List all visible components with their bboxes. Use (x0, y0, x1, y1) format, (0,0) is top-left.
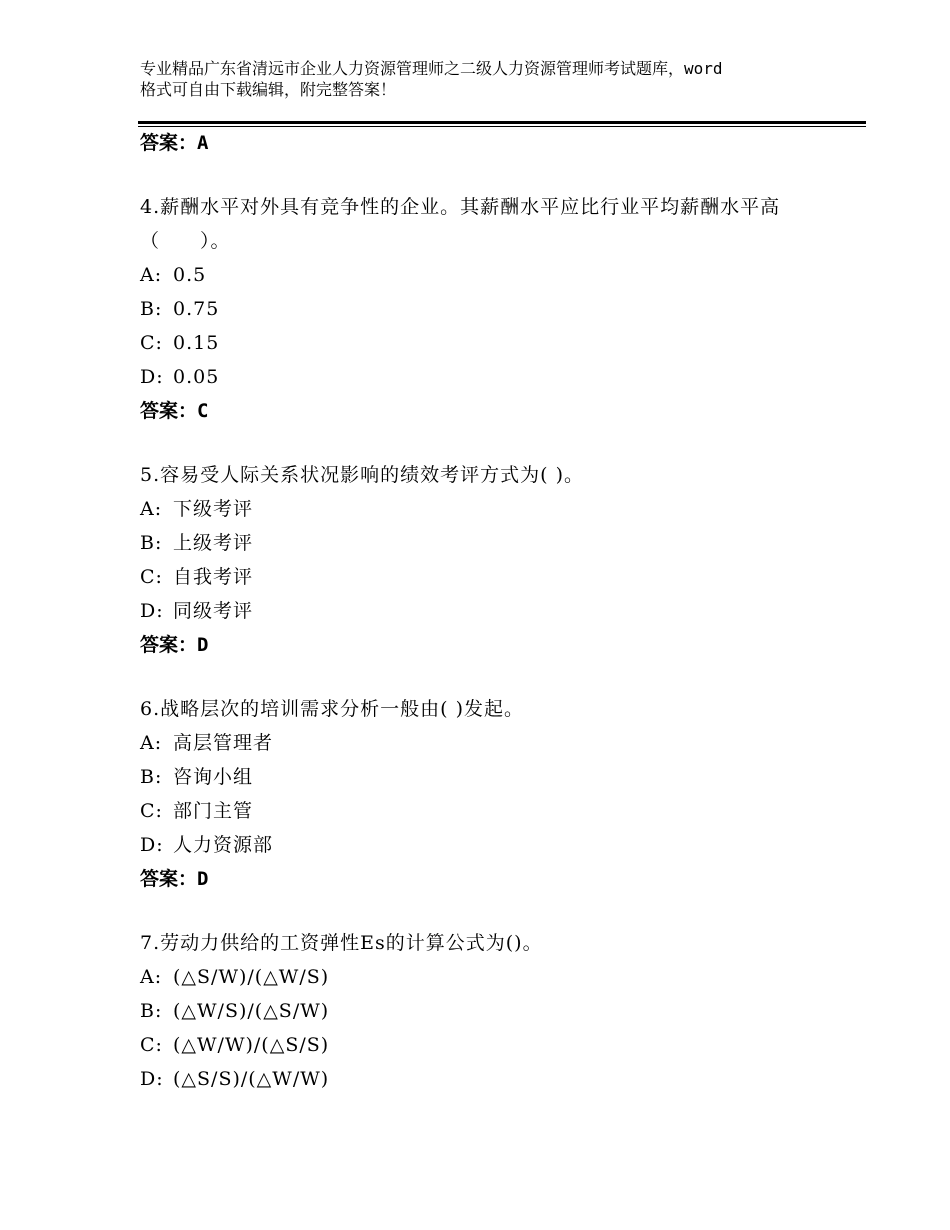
question-list (140, 126, 850, 1096)
option-text: 下级考评 (173, 498, 254, 520)
option-letter: D: (140, 834, 164, 856)
option-b (140, 994, 850, 1028)
header-line-1: 专业精品广东省清远市企业人力资源管理师之二级人力资源管理师考试题库，word (140, 59, 723, 78)
option-letter: A: (140, 498, 163, 520)
option-letter: B: (140, 1000, 163, 1022)
question-5 (140, 458, 850, 662)
option-text: (△S/W)/(△W/S) (173, 966, 330, 988)
header-line-2: 格式可自由下载编辑，附完整答案！ (140, 80, 397, 99)
option-text: 0.5 (173, 264, 207, 286)
option-letter: C: (140, 800, 163, 822)
option-text: 高层管理者 (173, 732, 274, 754)
option-text: (△W/W)/(△S/S) (173, 1034, 330, 1056)
question-stem: 5.容易受人际关系状况影响的绩效考评方式为( )。 (140, 464, 584, 486)
option-a (140, 258, 850, 292)
option-text: 0.15 (173, 332, 220, 354)
option-text: 0.05 (173, 366, 220, 388)
option-c (140, 560, 850, 594)
option-text: 自我考评 (173, 566, 254, 588)
option-c (140, 326, 850, 360)
option-b (140, 292, 850, 326)
question-6 (140, 692, 850, 896)
option-letter: C: (140, 1034, 163, 1056)
question-stem: 4.薪酬水平对外具有竞争性的企业。其薪酬水平应比行业平均薪酬水平高（ ）。 (140, 196, 781, 252)
option-d (140, 594, 850, 628)
question-4 (140, 190, 850, 428)
option-a (140, 726, 850, 760)
option-letter: A: (140, 966, 163, 988)
header-rule-thick (138, 121, 866, 124)
option-c (140, 794, 850, 828)
option-b (140, 526, 850, 560)
option-a (140, 492, 850, 526)
option-letter: B: (140, 298, 163, 320)
option-a (140, 960, 850, 994)
answer-line: 答案：A (140, 132, 209, 154)
option-letter: C: (140, 332, 163, 354)
option-c (140, 1028, 850, 1062)
option-d (140, 360, 850, 394)
answer-line: 答案：D (140, 868, 209, 890)
option-letter: C: (140, 566, 163, 588)
option-text: (△S/S)/(△W/W) (173, 1068, 330, 1090)
option-text: 上级考评 (173, 532, 254, 554)
option-letter: B: (140, 532, 163, 554)
option-d (140, 828, 850, 862)
option-text: 同级考评 (173, 600, 254, 622)
option-b (140, 760, 850, 794)
option-d (140, 1062, 850, 1096)
question-stem: 7.劳动力供给的工资弹性Es的计算公式为()。 (140, 932, 543, 954)
option-letter: D: (140, 600, 164, 622)
option-text: 咨询小组 (173, 766, 254, 788)
option-letter: A: (140, 732, 163, 754)
option-text: 部门主管 (173, 800, 254, 822)
page-header (140, 58, 840, 100)
option-letter: D: (140, 1068, 164, 1090)
question-stem: 6.战略层次的培训需求分析一般由( )发起。 (140, 698, 524, 720)
option-letter: A: (140, 264, 163, 286)
option-letter: D: (140, 366, 164, 388)
option-letter: B: (140, 766, 163, 788)
option-text: 0.75 (173, 298, 220, 320)
answer-line: 答案：C (140, 400, 209, 422)
option-text: 人力资源部 (173, 834, 274, 856)
answer-line: 答案：D (140, 634, 209, 656)
question-7 (140, 926, 850, 1096)
option-text: (△W/S)/(△S/W) (173, 1000, 330, 1022)
